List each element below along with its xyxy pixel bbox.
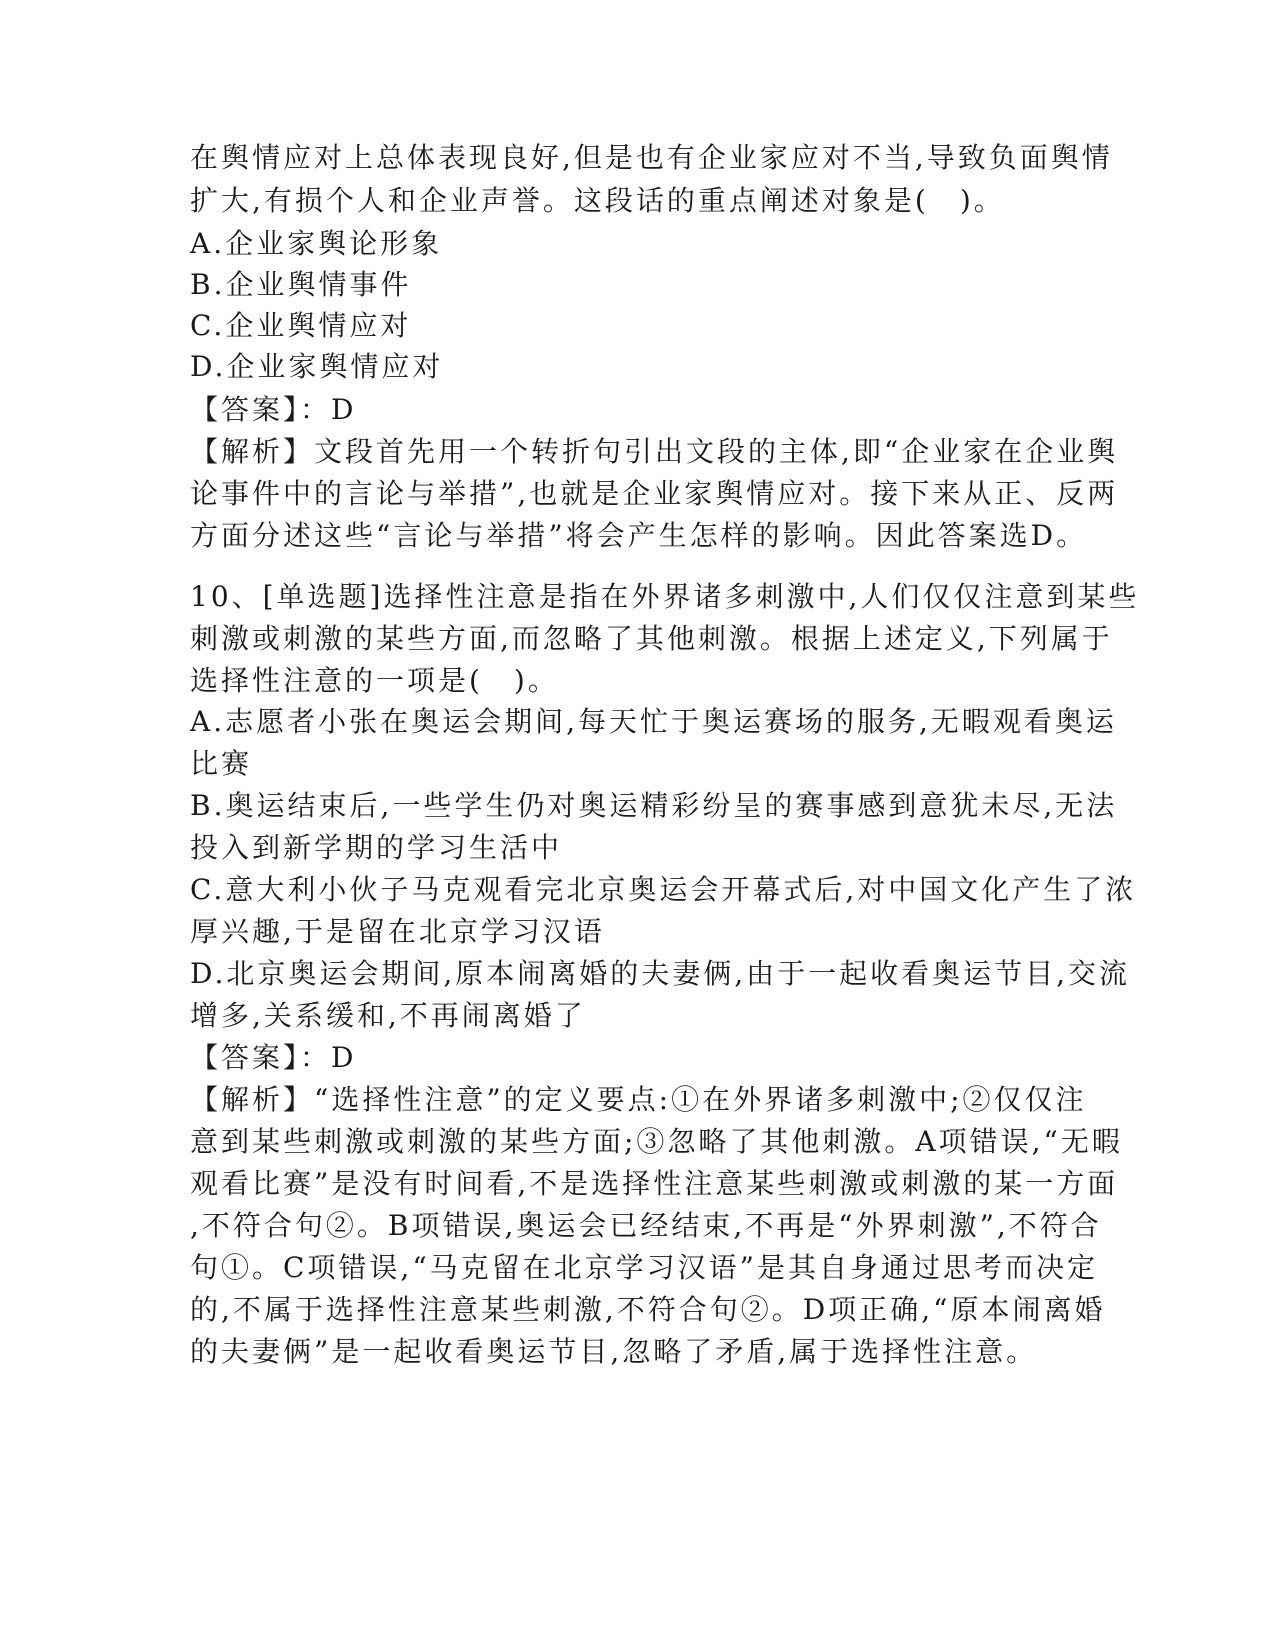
q10-option-b-line: 投入到新学期的学习生活中 [190, 831, 563, 864]
q10-option-a-line: A.志愿者小张在奥运会期间,每天忙于奥运赛场的服务,无暇观看奥运 [190, 705, 1117, 738]
q10-option-d-line: 增多,关系缓和,不再闹离婚了 [190, 999, 586, 1032]
q10-analysis-line: ,不符合句②。B项错误,奥运会已经结束,不再是“外界刺激”,不符合 [190, 1209, 1102, 1242]
q9-stem-line: 扩大,有损个人和企业声誉。这段话的重点阐述对象是( )。 [190, 184, 1005, 217]
q10-answer: 【答案】：D [190, 1041, 357, 1074]
q9-answer: 【答案】：D [190, 393, 357, 426]
q10-stem-line: 10、[单选题]选择性注意是指在外界诸多刺激中,人们仅仅注意到某些 [190, 580, 1140, 613]
q9-analysis-line: 【解析】文段首先用一个转折句引出文段的主体,即“企业家在企业舆 [190, 435, 1119, 468]
q10-option-d-line: D.北京奥运会期间,原本闹离婚的夫妻俩,由于一起收看奥运节目,交流 [190, 957, 1131, 990]
q10-analysis-line: 句①。C项错误,“马克留在北京学习汉语”是其自身通过思考而决定 [190, 1251, 1098, 1284]
q10-option-b-line: B.奥运结束后,一些学生仍对奥运精彩纷呈的赛事感到意犹未尽,无法 [190, 789, 1118, 822]
q9-option-a: A.企业家舆论形象 [190, 227, 443, 260]
q10-analysis-line: 的,不属于选择性注意某些刺激,不符合句②。D项正确,“原本闹离婚 [190, 1293, 1106, 1326]
q10-analysis-line: 观看比赛”是没有时间看,不是选择性注意某些刺激或刺激的某一方面 [190, 1167, 1119, 1200]
q10-stem-line: 选择性注意的一项是( )。 [190, 664, 559, 697]
q9-stem-line: 在舆情应对上总体表现良好,但是也有企业家应对不当,导致负面舆情 [190, 141, 1113, 174]
q10-option-a-line: 比赛 [190, 747, 253, 780]
q10-analysis-line: 【解析】“选择性注意”的定义要点:①在外界诸多刺激中;②仅仅注 [190, 1083, 1087, 1116]
q9-analysis-line: 方面分述这些“言论与举措”将会产生怎样的影响。因此答案选D。 [190, 519, 1088, 552]
q10-stem-line: 刺激或刺激的某些方面,而忽略了其他刺激。根据上述定义,下列属于 [190, 622, 1113, 655]
q10-option-c-line: C.意大利小伙子马克观看完北京奥运会开幕式后,对中国文化产生了浓 [190, 873, 1137, 906]
q9-option-c: C.企业舆情应对 [190, 309, 412, 342]
q9-option-b: B.企业舆情事件 [190, 268, 412, 301]
q10-analysis-line: 意到某些刺激或刺激的某些方面;③忽略了其他刺激。A项错误,“无暇 [190, 1125, 1123, 1158]
q10-analysis-line: 的夫妻俩”是一起收看奥运节目,忽略了矛盾,属于选择性注意。 [190, 1335, 1038, 1368]
q10-option-c-line: 厚兴趣,于是留在北京学习汉语 [190, 915, 605, 948]
q9-option-d: D.企业家舆情应对 [190, 350, 444, 383]
q9-analysis-line: 论事件中的言论与举措”,也就是企业家舆情应对。接下来从正、反两 [190, 477, 1119, 510]
